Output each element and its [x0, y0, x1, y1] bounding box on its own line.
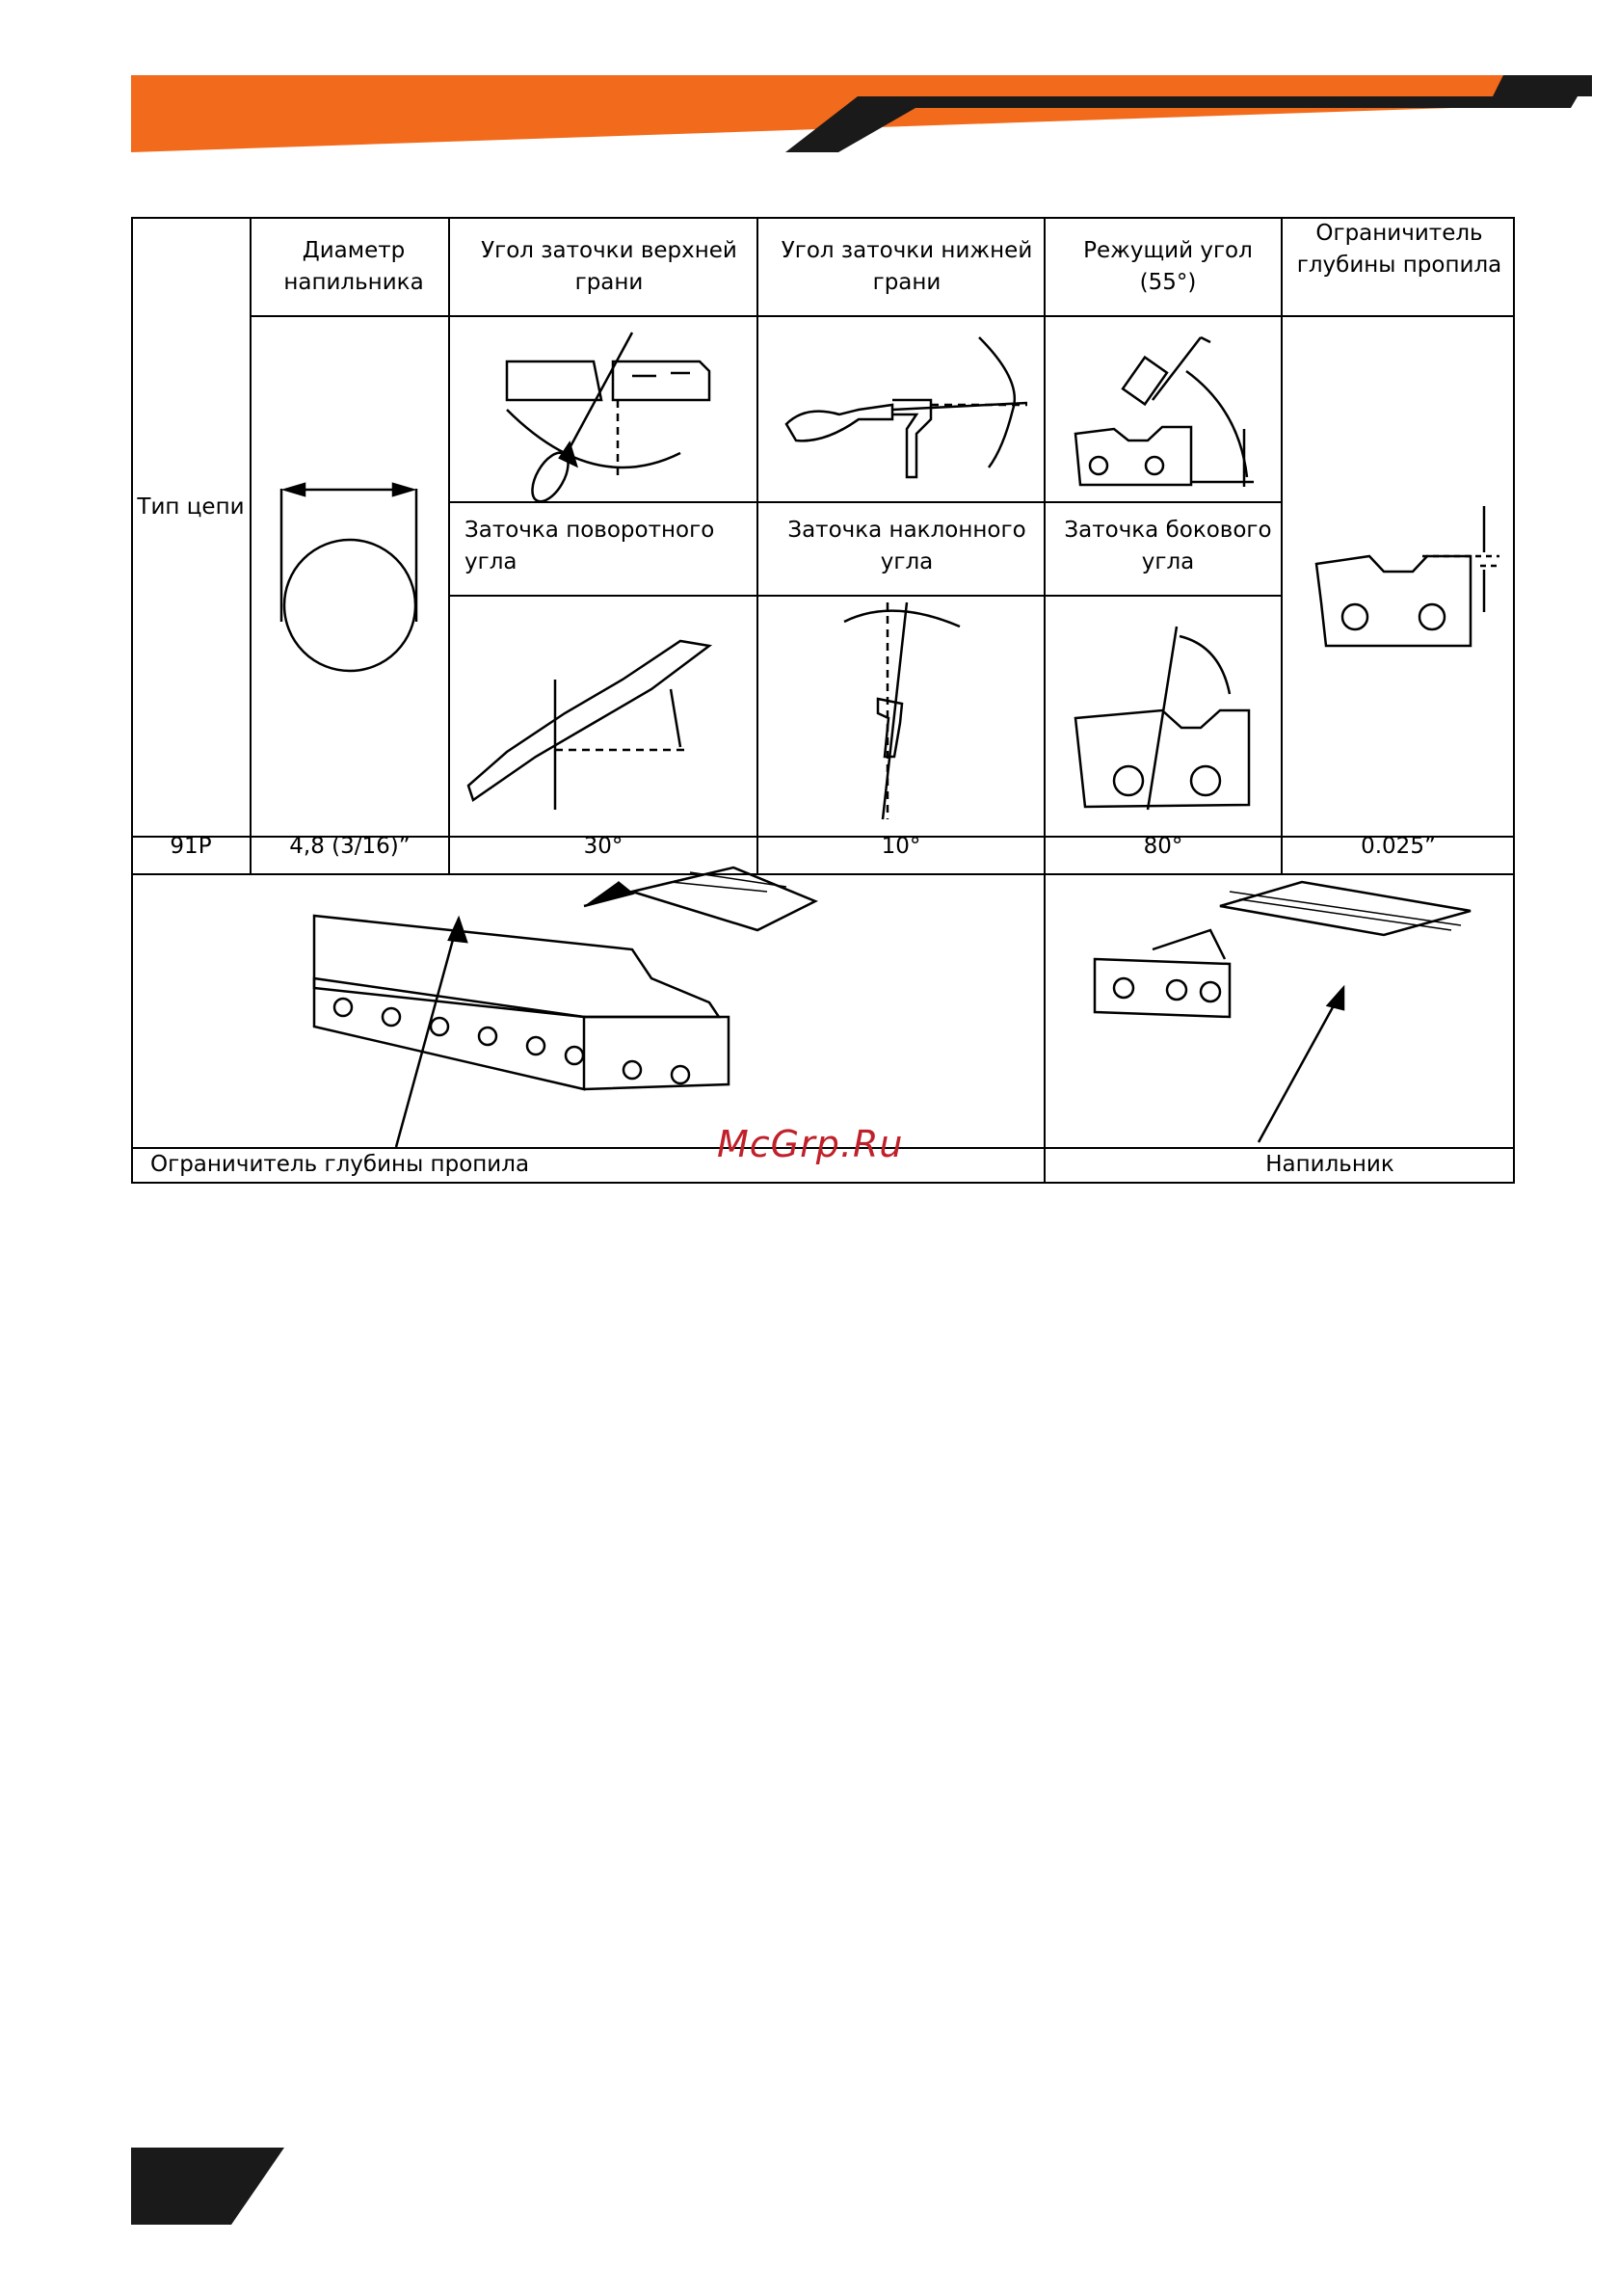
file-diameter-header: Диаметр напильника [283, 238, 424, 295]
header-band [0, 0, 1618, 164]
row-depth-gauge: 0.025” [1361, 834, 1436, 859]
depth-gauge-illustration [1316, 506, 1499, 646]
file-chain-illustration [1095, 882, 1471, 1142]
side-angle-subheader: Заточка бокового угла [1064, 518, 1272, 574]
watermark-text: McGrp.Ru [717, 1123, 904, 1165]
rotation-angle-subheader: Заточка поворотного угла [464, 518, 715, 574]
sharpening-table [131, 217, 1515, 1184]
side-plate-illustration [786, 337, 1027, 477]
row-cutting-angle: 80° [1143, 834, 1183, 859]
row-file-diameter: 4,8 (3/16)” [289, 834, 411, 859]
cutting-angle-header: Режущий угол (55°) [1083, 238, 1253, 295]
row-side-angle: 10° [881, 834, 921, 859]
tilt-angle-subheader: Заточка наклонного угла [787, 518, 1026, 574]
tilt-angle-illustration [844, 602, 960, 819]
depth-gauge-header: Ограничитель глубины пропила [1296, 221, 1502, 278]
cutting-angle-illustration [1075, 337, 1254, 487]
caption-depth-gauge: Ограничитель глубины пропила [150, 1152, 530, 1177]
row-top-angle: 30° [583, 834, 623, 859]
side-plate-angle-header: Угол заточки нижней грани [781, 238, 1033, 295]
side-angle-illustration [1075, 627, 1249, 810]
rotation-angle-illustration [468, 641, 709, 810]
chain-type-header: Тип цепи [137, 494, 245, 520]
top-plate-illustration [507, 333, 709, 507]
top-plate-angle-header: Угол заточки верхней грани [481, 238, 737, 295]
file-diameter-illustration [281, 484, 416, 671]
depth-gauge-chain-illustration [314, 868, 815, 1147]
caption-file: Напильник [1265, 1152, 1394, 1177]
footer-page-badge [0, 2148, 308, 2225]
row-chain-type: 91P [170, 834, 212, 859]
